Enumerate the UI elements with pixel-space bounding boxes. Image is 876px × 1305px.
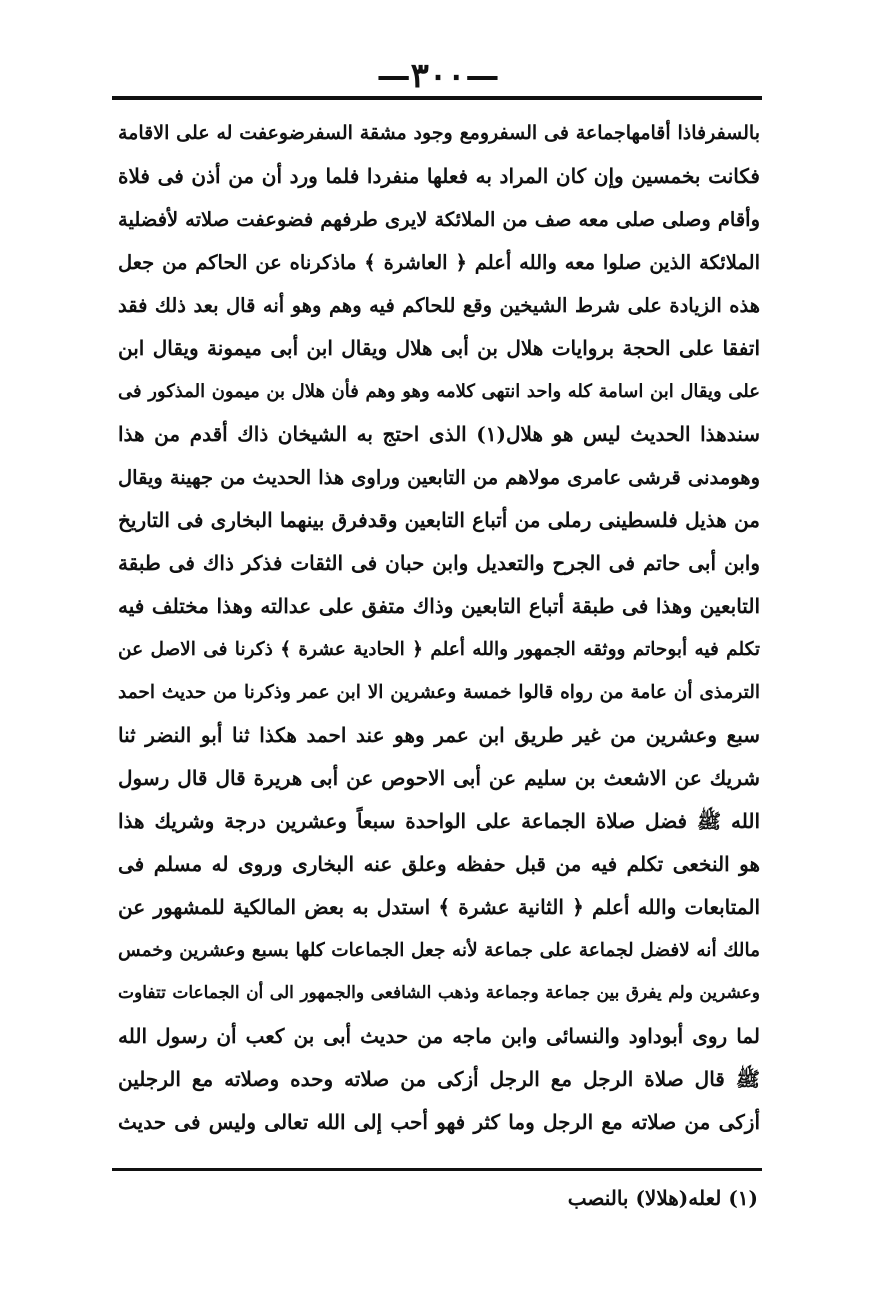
text-line: أزكى من صلاته مع الرجل وما كثر فهو أحب إلى الله تعالى وليس فى حديث: [118, 1110, 760, 1134]
text-line: سبع وعشرين من غير طريق ابن عمر وهو عند احمد هكذا ثنا أبو النضر ثنا: [118, 723, 760, 747]
text-line: الملائكة الذين صلوا معه والله أعلم ﴿ العاشرة ﴾ ماذكرناه عن الحاكم من جعل: [118, 251, 760, 274]
text-line: سندهذا الحديث ليس هو هلال(١) الذى احتج به الشيخان ذاك أقدم من هذا: [118, 422, 760, 446]
footnote-rule: [112, 1168, 762, 1171]
text-line: شريك عن الاشعث بن سليم عن أبى الاحوص عن أبى هريرة قال قال رسول: [118, 766, 760, 790]
text-line: الله ﷺ فضل صلاة الجماعة على الواحدة سبعاً وعشرين درجة وشريك هذا: [118, 809, 760, 833]
text-line: الترمذى أن عامة من رواه قالوا خمسة وعشرين الا ابن عمر وذكرنا من حديث احمد: [118, 682, 760, 703]
body-text: [118, 112, 760, 1144]
text-line: مالك أنه لافضل لجماعة على جماعة لأنه جعل الجماعات كلها بسبع وعشرين وخمس: [118, 940, 760, 961]
page-number: —٣٠٠—: [376, 56, 500, 96]
text-line: هذه الزيادة على شرط الشيخين وقع للحاكم فيه وهم وهو أنه قال بعد ذلك فقد: [118, 294, 760, 317]
text-line: هو النخعى تكلم فيه من قبل حفظه وعلق عنه البخارى وروى له مسلم فى: [118, 852, 760, 876]
text-line: اتفقا على الحجة بروايات هلال بن أبى هلال ويقال ابن أبى ميمونة ويقال ابن: [118, 336, 760, 360]
text-line: التابعين وهذا فى طبقة أتباع التابعين وذاك متفق على عدالته وهذا مختلف فيه: [118, 594, 760, 618]
text-line: فكانت بخمسين وإن كان المراد به فعلها منفردا فلما ورد أن من أذن فى فلاة: [118, 164, 760, 188]
text-line: بالسفرفاذا أقامهاجماعة فى السفرومع وجود مشقة السفرضوعفت له على الاقامة: [118, 122, 760, 144]
text-line: وهومدنى قرشى عامرى مولاهم من التابعين وراوى هذا الحديث من جهينة ويقال: [118, 466, 760, 489]
text-line: على ويقال ابن اسامة كله واحد انتهى كلامه وهو وهم فأن هلال بن ميمون المذكور فى: [118, 381, 760, 402]
text-line: لما روى أبوداود والنسائى وابن ماجه من حديث أبى بن كعب أن رسول الله: [118, 1024, 760, 1048]
text-line: تكلم فيه أبوحاتم ووثقه الجمهور والله أعلم ﴿ الحادية عشرة ﴾ ذكرنا فى الاصل عن: [118, 639, 760, 660]
text-line: وابن أبى حاتم فى الجرح والتعديل وابن حبان فى الثقات فذكر ذاك فى طبقة: [118, 551, 760, 575]
text-line: وأقام وصلى صلى معه صف من الملائكة لايرى طرفهم فضوعفت صلاته لأفضلية: [118, 208, 760, 231]
footnote: (١) لعله(هلالا) بالنصب: [567, 1186, 758, 1210]
text-line: ﷺ قال صلاة الرجل مع الرجل أزكى من صلاته وحده وصلاته مع الرجلين: [118, 1067, 760, 1091]
header-rule: [112, 96, 762, 100]
text-line: من هذيل فلسطينى رملى من أتباع التابعين وقدفرق بينهما البخارى فى التاريخ: [118, 508, 760, 532]
text-line: وعشرين ولم يفرق بين جماعة وجماعة وذهب الشافعى والجمهور الى أن الجماعات تتفاوت: [118, 983, 760, 1003]
text-line: المتابعات والله أعلم ﴿ الثانية عشرة ﴾ استدل به بعض المالكية للمشهور عن: [118, 895, 760, 919]
